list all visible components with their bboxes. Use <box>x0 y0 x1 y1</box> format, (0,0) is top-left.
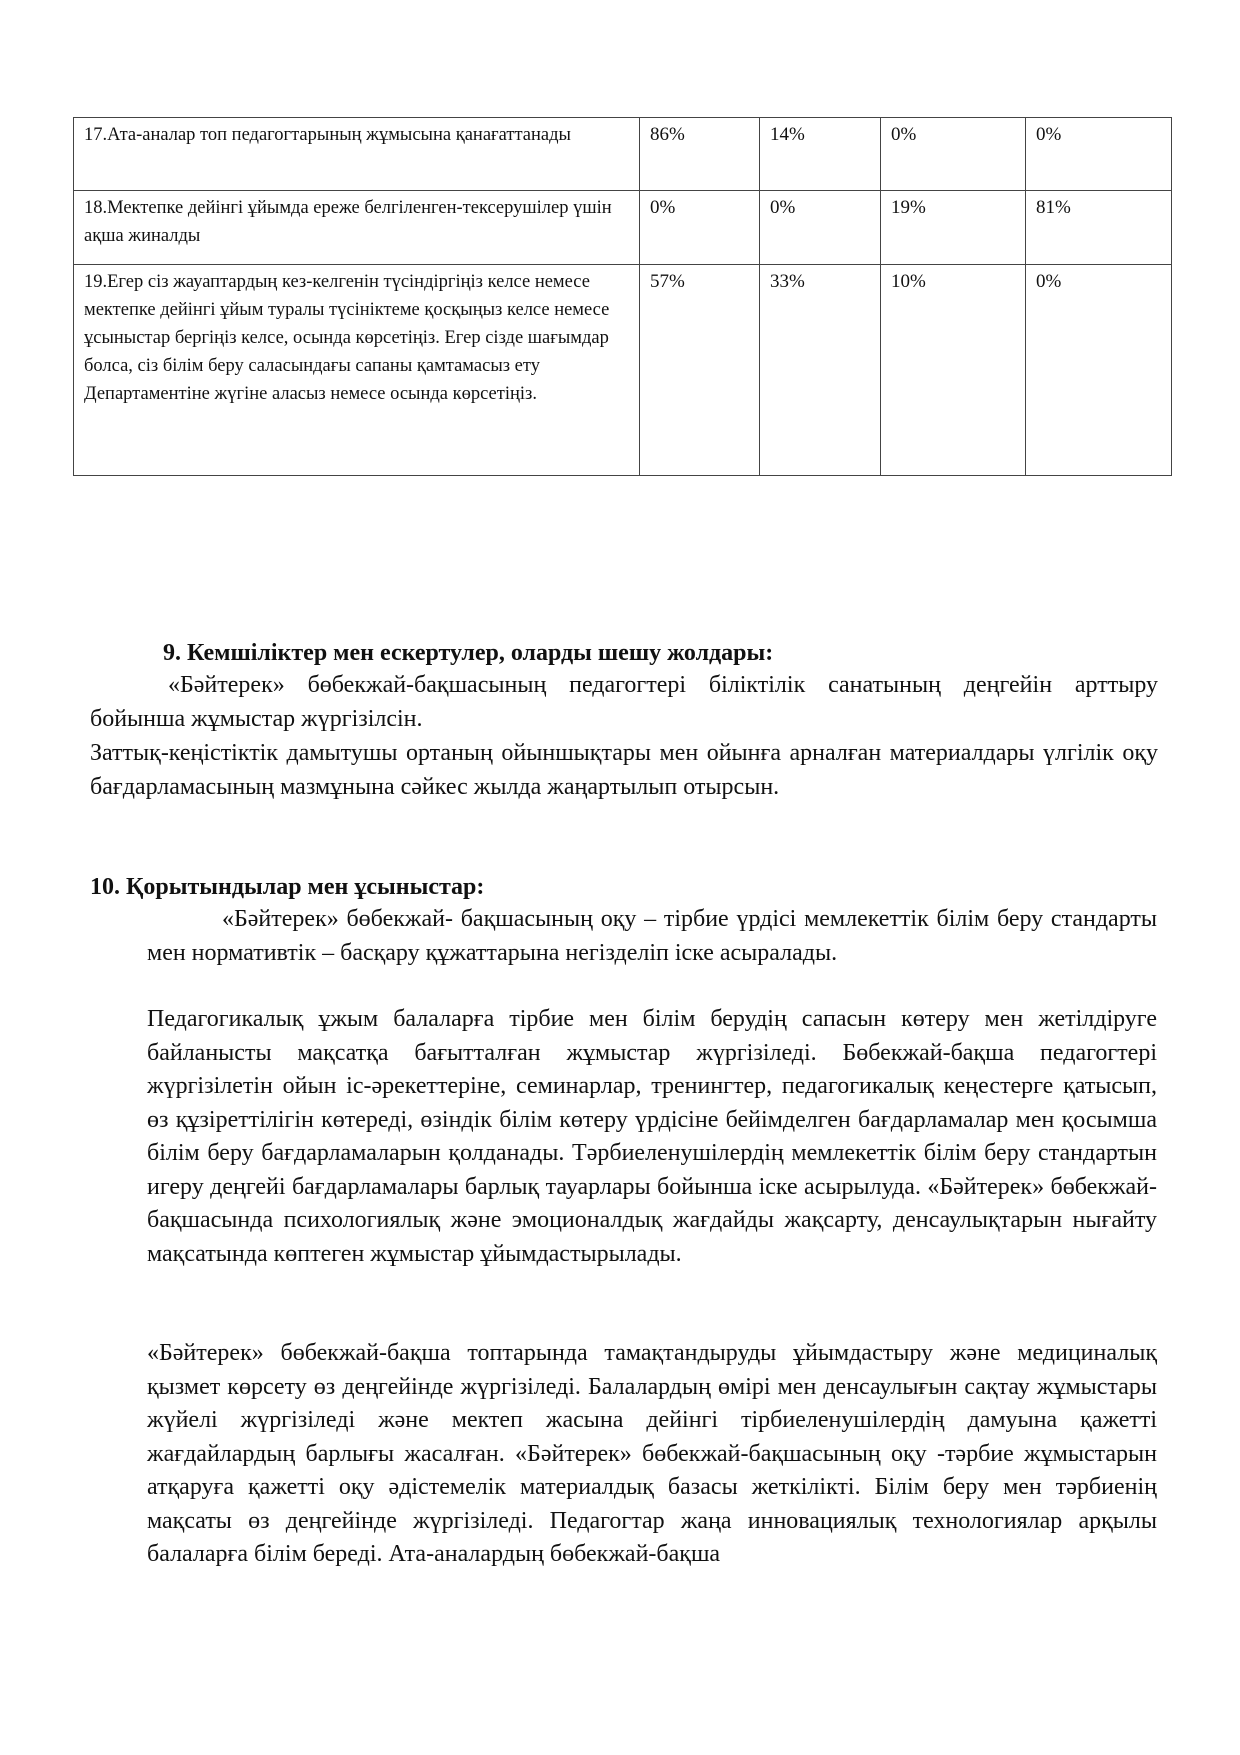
value-cell: 81% <box>1026 191 1172 265</box>
value-cell: 14% <box>760 118 881 191</box>
value-cell: 86% <box>640 118 760 191</box>
question-cell: 19.Егер сіз жауаптардың кез-келгенін түсіндіргіңіз келсе немесе мектепке дейінгі ұйым туралы түсініктеме қосқыңыз келсе немесе ұсыныстар бергіңіз келсе, осында көрсетіңіз. Егер сізде шағымдар болса, сіз білім беру саласындағы сапаны қамтамасыз ету Департаментіне жүгіне аласыз немесе осында көрсетіңіз. <box>74 265 640 476</box>
section-9-paragraph: Заттық-кеңістіктік дамытушы ортаның ойыншықтары мен ойынға арналған материалдары үлгілік оқу бағдарламасының мазмұнына сәйкес жылда жаңартылып отырсын. <box>90 740 1158 800</box>
section-10-paragraph: Педагогикалық ұжым балаларға тірбие мен білім берудің сапасын көтеру мен жетілдіруге байланысты мақсатқа бағытталған жұмыстар жүргізіледі. Бөбекжай-бақша педагогтері жүргізілетін ойын іс-әрекеттеріне, семинарлар, тренингтер, педагогикалық кеңестерге қатысып, өз құзіреттілігін көтереді, өзіндік білім көтеру үрдісіне бейімделген бағдарламалар мен қосымша білім беру бағдарламаларын қолданады. Тәрбиеленушілердің мемлекеттік білім беру стандартын игеру деңгейі бағдарламалары барлық тауарлары бойынша іске асырылуда. «Бәйтерек» бөбекжай-бақшасында психологиялық және эмоционалдық жағдайды жақсарту, денсаулықтарын нығайту мақсатында көптеген жұмыстар ұйымдастырылады. <box>147 1006 1157 1267</box>
table-row <box>74 191 1172 265</box>
value-cell: 19% <box>881 191 1026 265</box>
value-cell: 0% <box>640 191 760 265</box>
section-10-heading: 10. Қорытындылар мен ұсыныстар: <box>90 874 485 900</box>
section-10-paragraph: «Бәйтерек» бөбекжай- бақшасының оқу – тірбие үрдісі мемлекеттік білім беру стандарты мен нормативтік – басқару құжаттарына негізделіп іске асыралады. <box>147 906 1157 966</box>
value-cell: 10% <box>881 265 1026 476</box>
value-cell: 0% <box>1026 118 1172 191</box>
value-cell: 33% <box>760 265 881 476</box>
section-9-heading: 9. Кемшіліктер мен ескертулер, оларды шешу жолдары: <box>163 640 774 666</box>
value-cell: 0% <box>881 118 1026 191</box>
section-9-paragraph: «Бәйтерек» бөбекжай-бақшасының педагогтері біліктілік санатының деңгейін арттыру бойынша жұмыстар жүргізілсін. <box>90 672 1158 732</box>
table-row <box>74 118 1172 191</box>
survey-results-table <box>73 117 1172 476</box>
question-cell: 18.Мектепке дейінгі ұйымда ереже белгіленген-тексерушілер үшін ақша жиналды <box>74 191 640 265</box>
value-cell: 57% <box>640 265 760 476</box>
value-cell: 0% <box>760 191 881 265</box>
question-cell: 17.Ата-аналар топ педагогтарының жұмысына қанағаттанады <box>74 118 640 191</box>
value-cell: 0% <box>1026 265 1172 476</box>
table-row <box>74 265 1172 476</box>
section-10-paragraph: «Бәйтерек» бөбекжай-бақша топтарында тамақтандыруды ұйымдастыру және медициналық қызмет көрсету өз деңгейінде жүргізіледі. Балалардың өмірі мен денсаулығын сақтау жұмыстары жүйелі жүргізіледі және мектеп жасына дейінгі тірбиеленушілердің дамуына қажетті жағдайлардың барлығы жасалған. «Бәйтерек» бөбекжай-бақшасының оқу -тәрбие жұмыстарын атқаруға қажетті оқу әдістемелік материалдық базасы жеткілікті. Білім беру мен тәрбиенің мақсаты өз деңгейінде жүргізіледі. Педагогтар жаңа инновациялық технологиялар арқылы балаларға білім береді. Ата-аналардың бөбекжай-бақша <box>147 1340 1157 1567</box>
